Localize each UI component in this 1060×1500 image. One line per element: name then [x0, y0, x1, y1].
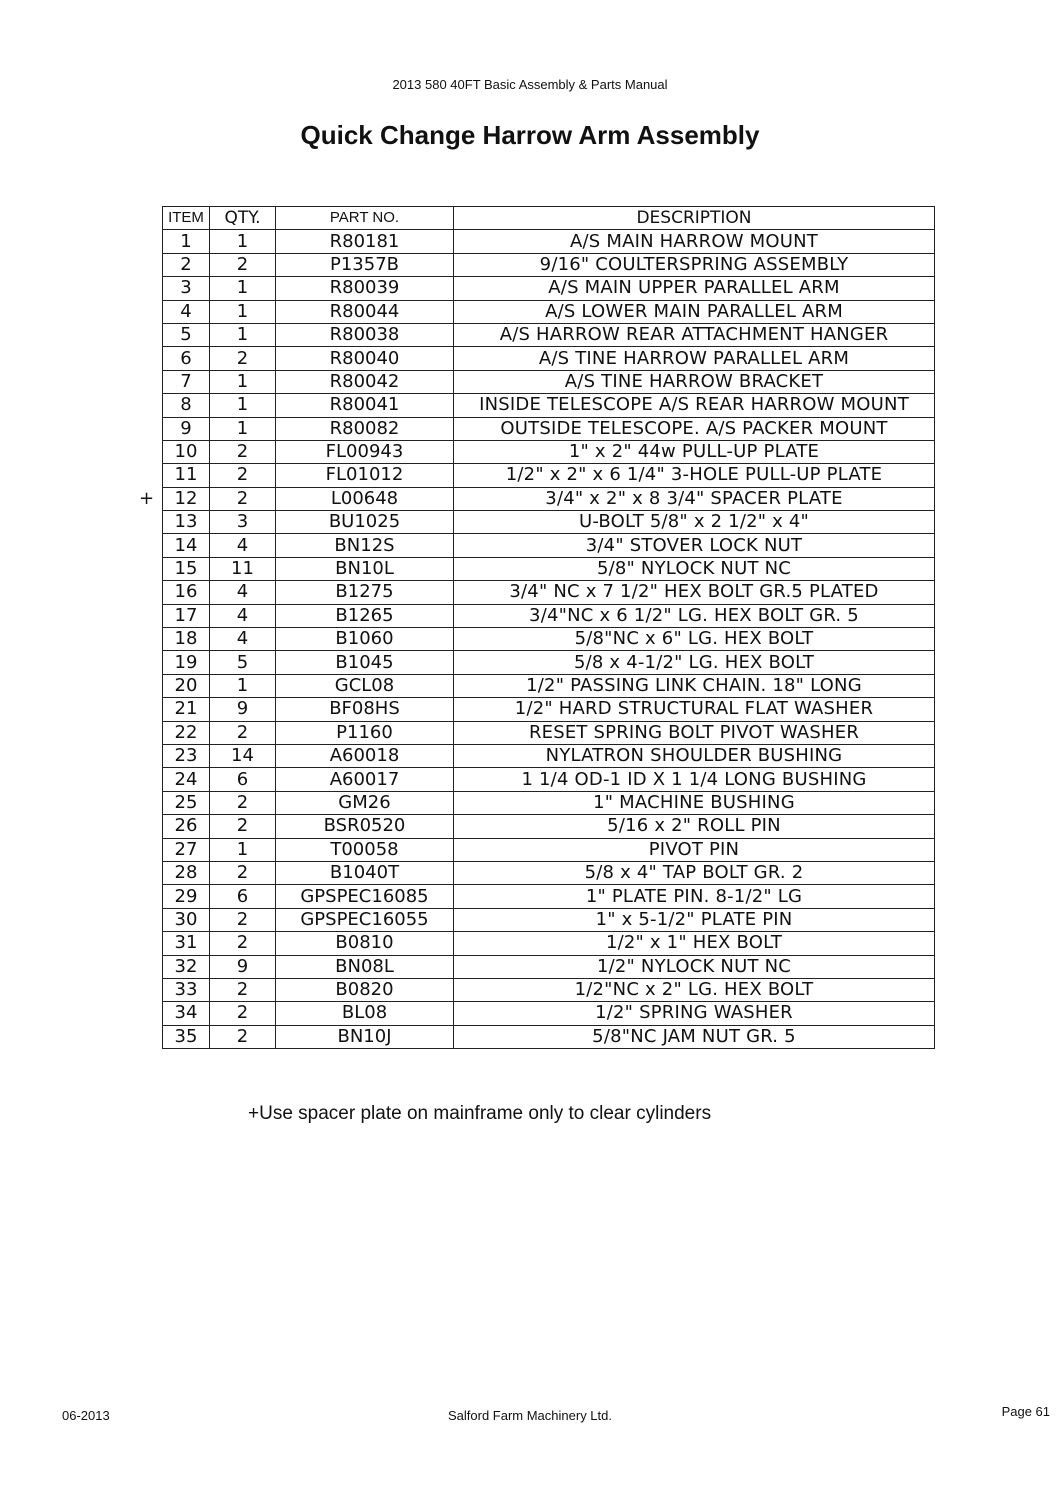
item-cell: 3 — [163, 277, 210, 300]
qty-cell: 2 — [210, 861, 276, 884]
column-header-qty: QTY. — [210, 207, 276, 230]
part-no-cell: L00648 — [276, 487, 454, 510]
part-no-cell: GPSPEC16055 — [276, 908, 454, 931]
qty-cell: 2 — [210, 978, 276, 1001]
part-no-cell: P1357B — [276, 253, 454, 276]
part-no-cell: T00058 — [276, 838, 454, 861]
description-cell: PIVOT PIN — [454, 838, 935, 861]
qty-cell: 2 — [210, 932, 276, 955]
item-cell: 4 — [163, 300, 210, 323]
table-row — [163, 768, 935, 791]
part-no-cell: BF08HS — [276, 698, 454, 721]
part-no-cell: R80039 — [276, 277, 454, 300]
part-no-cell: B0820 — [276, 978, 454, 1001]
description-cell: 3/4" STOVER LOCK NUT — [454, 534, 935, 557]
item-cell: 25 — [163, 791, 210, 814]
qty-cell: 2 — [210, 1025, 276, 1048]
qty-cell: 2 — [210, 487, 276, 510]
table-row — [163, 534, 935, 557]
description-cell: 1/2" x 2" x 6 1/4" 3-HOLE PULL-UP PLATE — [454, 464, 935, 487]
item-cell: 10 — [163, 440, 210, 463]
table-row — [163, 955, 935, 978]
qty-cell: 9 — [210, 955, 276, 978]
description-cell: A/S MAIN UPPER PARALLEL ARM — [454, 277, 935, 300]
item-cell: 19 — [163, 651, 210, 674]
qty-cell: 3 — [210, 511, 276, 534]
item-cell: 27 — [163, 838, 210, 861]
qty-cell: 4 — [210, 628, 276, 651]
qty-cell: 11 — [210, 557, 276, 580]
qty-cell: 2 — [210, 791, 276, 814]
table-row — [163, 885, 935, 908]
item-cell: 11 — [163, 464, 210, 487]
description-cell: 1/2"NC x 2" LG. HEX BOLT — [454, 978, 935, 1001]
part-no-cell: BN10L — [276, 557, 454, 580]
qty-cell: 1 — [210, 323, 276, 346]
item-cell: 26 — [163, 815, 210, 838]
part-no-cell: B1275 — [276, 581, 454, 604]
part-no-cell: BL08 — [276, 1002, 454, 1025]
item-cell: 28 — [163, 861, 210, 884]
description-cell: 1/2" SPRING WASHER — [454, 1002, 935, 1025]
part-no-cell: R80041 — [276, 394, 454, 417]
description-cell: A/S HARROW REAR ATTACHMENT HANGER — [454, 323, 935, 346]
description-cell: U-BOLT 5/8" x 2 1/2" x 4" — [454, 511, 935, 534]
part-no-cell: B1060 — [276, 628, 454, 651]
table-row — [163, 1002, 935, 1025]
item-cell: 33 — [163, 978, 210, 1001]
qty-cell: 1 — [210, 277, 276, 300]
description-cell: 5/8 x 4-1/2" LG. HEX BOLT — [454, 651, 935, 674]
table-row — [163, 815, 935, 838]
item-cell: 6 — [163, 347, 210, 370]
table-row — [163, 698, 935, 721]
table-row — [163, 370, 935, 393]
table-row — [163, 464, 935, 487]
item-cell: 24 — [163, 768, 210, 791]
part-no-cell: BU1025 — [276, 511, 454, 534]
qty-cell: 1 — [210, 300, 276, 323]
item-cell: 7 — [163, 370, 210, 393]
part-no-cell: A60017 — [276, 768, 454, 791]
part-no-cell: R80040 — [276, 347, 454, 370]
item-cell: 9 — [163, 417, 210, 440]
part-no-cell: GPSPEC16085 — [276, 885, 454, 908]
footnote: +Use spacer plate on mainframe only to clear cylinders — [248, 1103, 712, 1124]
qty-cell: 1 — [210, 370, 276, 393]
description-cell: A/S LOWER MAIN PARALLEL ARM — [454, 300, 935, 323]
description-cell: 5/8" NYLOCK NUT NC — [454, 557, 935, 580]
description-cell: A/S TINE HARROW PARALLEL ARM — [454, 347, 935, 370]
table-row — [163, 838, 935, 861]
part-no-cell: BN10J — [276, 1025, 454, 1048]
qty-cell: 2 — [210, 1002, 276, 1025]
item-cell: 32 — [163, 955, 210, 978]
description-cell: 1" MACHINE BUSHING — [454, 791, 935, 814]
item-cell: 13 — [163, 511, 210, 534]
description-cell: 1/2" HARD STRUCTURAL FLAT WASHER — [454, 698, 935, 721]
description-cell: A/S TINE HARROW BRACKET — [454, 370, 935, 393]
table-row — [163, 744, 935, 767]
item-cell: 12 — [163, 487, 210, 510]
description-cell: 9/16" COULTERSPRING ASSEMBLY — [454, 253, 935, 276]
table-row — [163, 277, 935, 300]
row-marker: + — [139, 488, 155, 509]
part-no-cell: R80044 — [276, 300, 454, 323]
item-cell: 17 — [163, 604, 210, 627]
table-row — [163, 253, 935, 276]
part-no-cell: R80082 — [276, 417, 454, 440]
qty-cell: 1 — [210, 838, 276, 861]
description-cell: RESET SPRING BOLT PIVOT WASHER — [454, 721, 935, 744]
description-cell: 5/8"NC JAM NUT GR. 5 — [454, 1025, 935, 1048]
qty-cell: 6 — [210, 885, 276, 908]
item-cell: 29 — [163, 885, 210, 908]
table-row — [163, 417, 935, 440]
item-cell: 22 — [163, 721, 210, 744]
description-cell: 3/4"NC x 6 1/2" LG. HEX BOLT GR. 5 — [454, 604, 935, 627]
item-cell: 35 — [163, 1025, 210, 1048]
footer-page-number: Page 61 — [1001, 1404, 1050, 1419]
item-cell: 18 — [163, 628, 210, 651]
manual-title: 2013 580 40FT Basic Assembly & Parts Manual — [392, 77, 668, 92]
page-title: Quick Change Harrow Arm Assembly — [300, 120, 760, 150]
description-cell: 5/16 x 2" ROLL PIN — [454, 815, 935, 838]
description-cell: 1" x 5-1/2" PLATE PIN — [454, 908, 935, 931]
table-row — [163, 487, 935, 510]
description-cell: OUTSIDE TELESCOPE. A/S PACKER MOUNT — [454, 417, 935, 440]
qty-cell: 4 — [210, 604, 276, 627]
qty-cell: 1 — [210, 417, 276, 440]
qty-cell: 4 — [210, 534, 276, 557]
table-row — [163, 323, 935, 346]
part-no-cell: GM26 — [276, 791, 454, 814]
table-row — [163, 674, 935, 697]
description-cell: A/S MAIN HARROW MOUNT — [454, 230, 935, 253]
part-no-cell: FL00943 — [276, 440, 454, 463]
table-row — [163, 347, 935, 370]
qty-cell: 9 — [210, 698, 276, 721]
qty-cell: 2 — [210, 464, 276, 487]
qty-cell: 2 — [210, 908, 276, 931]
part-no-cell: R80181 — [276, 230, 454, 253]
qty-cell: 1 — [210, 230, 276, 253]
qty-cell: 2 — [210, 721, 276, 744]
qty-cell: 2 — [210, 347, 276, 370]
table-row — [163, 861, 935, 884]
description-cell: 1/2" x 1" HEX BOLT — [454, 932, 935, 955]
table-row — [163, 300, 935, 323]
table-row — [163, 440, 935, 463]
item-cell: 8 — [163, 394, 210, 417]
column-header-part-no: PART NO. — [276, 207, 454, 230]
description-cell: 1/2" NYLOCK NUT NC — [454, 955, 935, 978]
qty-cell: 4 — [210, 581, 276, 604]
part-no-cell: BN12S — [276, 534, 454, 557]
part-no-cell: BN08L — [276, 955, 454, 978]
qty-cell: 1 — [210, 394, 276, 417]
table-row — [163, 721, 935, 744]
part-no-cell: FL01012 — [276, 464, 454, 487]
description-cell: 1 1/4 OD-1 ID X 1 1/4 LONG BUSHING — [454, 768, 935, 791]
description-cell: INSIDE TELESCOPE A/S REAR HARROW MOUNT — [454, 394, 935, 417]
table-row — [163, 908, 935, 931]
table-row — [163, 581, 935, 604]
description-cell: NYLATRON SHOULDER BUSHING — [454, 744, 935, 767]
item-cell: 15 — [163, 557, 210, 580]
table-row — [163, 604, 935, 627]
table-row — [163, 791, 935, 814]
table-row — [163, 557, 935, 580]
qty-cell: 6 — [210, 768, 276, 791]
part-no-cell: P1160 — [276, 721, 454, 744]
item-cell: 23 — [163, 744, 210, 767]
item-cell: 20 — [163, 674, 210, 697]
part-no-cell: R80038 — [276, 323, 454, 346]
part-no-cell: A60018 — [276, 744, 454, 767]
part-no-cell: B1265 — [276, 604, 454, 627]
column-header-item: ITEM — [163, 207, 210, 230]
parts-table-body — [163, 230, 935, 1049]
description-cell: 3/4" x 2" x 8 3/4" SPACER PLATE — [454, 487, 935, 510]
part-no-cell: R80042 — [276, 370, 454, 393]
part-no-cell: GCL08 — [276, 674, 454, 697]
item-cell: 5 — [163, 323, 210, 346]
table-row — [163, 932, 935, 955]
item-cell: 30 — [163, 908, 210, 931]
footer-company: Salford Farm Machinery Ltd. — [447, 1408, 612, 1423]
table-row — [163, 230, 935, 253]
description-cell: 1/2" PASSING LINK CHAIN. 18" LONG — [454, 674, 935, 697]
qty-cell: 5 — [210, 651, 276, 674]
item-cell: 16 — [163, 581, 210, 604]
table-row — [163, 651, 935, 674]
table-row — [163, 1025, 935, 1048]
item-cell: 21 — [163, 698, 210, 721]
part-no-cell: B1040T — [276, 861, 454, 884]
description-cell: 1" PLATE PIN. 8-1/2" LG — [454, 885, 935, 908]
part-no-cell: BSR0520 — [276, 815, 454, 838]
qty-cell: 2 — [210, 440, 276, 463]
item-cell: 31 — [163, 932, 210, 955]
description-cell: 5/8"NC x 6" LG. HEX BOLT — [454, 628, 935, 651]
qty-cell: 14 — [210, 744, 276, 767]
qty-cell: 1 — [210, 674, 276, 697]
item-cell: 1 — [163, 230, 210, 253]
table-row — [163, 394, 935, 417]
footer-date: 06-2013 — [62, 1408, 110, 1423]
item-cell: 14 — [163, 534, 210, 557]
item-cell: 34 — [163, 1002, 210, 1025]
table-row — [163, 511, 935, 534]
table-header-row — [163, 207, 935, 230]
qty-cell: 2 — [210, 815, 276, 838]
table-row — [163, 628, 935, 651]
description-cell: 5/8 x 4" TAP BOLT GR. 2 — [454, 861, 935, 884]
table-row — [163, 978, 935, 1001]
column-header-description: DESCRIPTION — [454, 207, 935, 230]
qty-cell: 2 — [210, 253, 276, 276]
description-cell: 3/4" NC x 7 1/2" HEX BOLT GR.5 PLATED — [454, 581, 935, 604]
parts-table — [162, 206, 935, 1049]
item-cell: 2 — [163, 253, 210, 276]
description-cell: 1" x 2" 44w PULL-UP PLATE — [454, 440, 935, 463]
part-no-cell: B0810 — [276, 932, 454, 955]
part-no-cell: B1045 — [276, 651, 454, 674]
